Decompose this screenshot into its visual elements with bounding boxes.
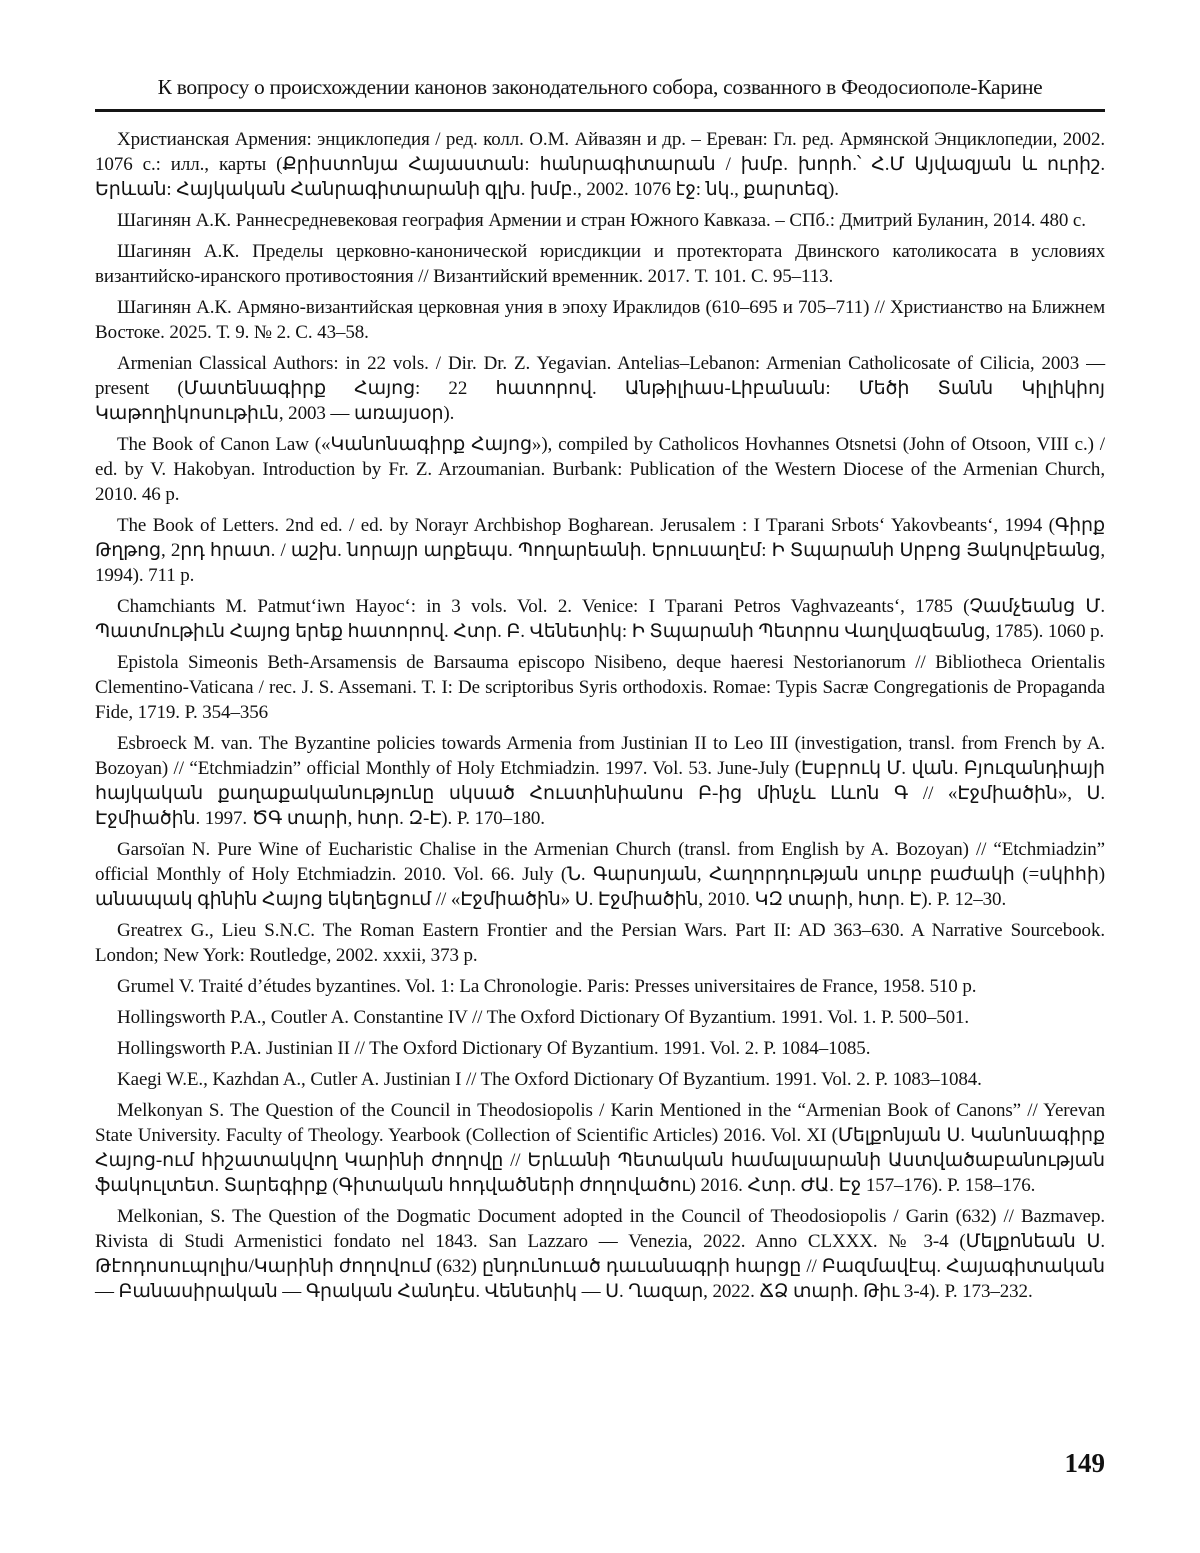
bibliography-list: [95, 127, 1105, 1304]
running-head-title: К вопросу о происхождении канонов законодательного собора, созванного в Феодосиополе-Карине: [157, 75, 1043, 99]
bibliography-entry: Kaegi W.E., Kazhdan A., Cutler A. Justinian I // The Oxford Dictionary Of Byzantium. 1991. Vol. 2. P. 1083–1084.: [117, 1069, 982, 1090]
bibliography-entry: Garsoïan N. Pure Wine of Eucharistic Chalise in the Armenian Church (transl. from English by A. Bozoyan) // “Etchmiadzin” official Monthly of Holy Etchmiadzin. 2010. Vol. 66. July (Ն. Գարսոյան, Հաղորդության սուրբ բաժակի (=սկիհի) անապակ գինին Հայոց եկեղեցում // «Էջմիածին» Ս. Էջմիածին, 2010. ԿԶ տարի, հտր. Է). P. 12–30.: [95, 839, 1105, 910]
bibliography-entry: Grumel V. Traité d’études byzantines. Vol. 1: La Chronologie. Paris: Presses universitaires de France, 1958. 510 p.: [117, 976, 977, 997]
bibliography-entry: Esbroeck M. van. The Byzantine policies towards Armenia from Justinian II to Leo III (investigation, transl. from French by A. Bozoyan) // “Etchmiadzin” official Monthly of Holy Etchmiadzin. 1997. Vol. 53. June-July (Էսբրուկ Մ. վան. Բյուզանդիայի հայկական քաղաքականությունը սկսած Հուստինիանոս Բ-ից մինչև Լևոն Գ // «Էջմիածին», Ս. Էջմիածին. 1997. ԾԳ տարի, հտր. Զ-Է). P. 170–180.: [95, 733, 1105, 829]
bibliography-entry: Шагинян А.К. Раннесредневековая география Армении и стран Южного Кавказа. – СПб.: Дмитрий Буланин, 2014. 480 с.: [117, 210, 1086, 231]
page-header: [95, 74, 1105, 112]
bibliography-entry: Greatrex G., Lieu S.N.C. The Roman Eastern Frontier and the Persian Wars. Part II: AD 363–630. A Narrative Sourcebook. London; New York: Routledge, 2002. xxxii, 373 p.: [95, 920, 1105, 966]
bibliography-entry: Melkonian, S. The Question of the Dogmatic Document adopted in the Council of Theodosiopolis / Garin (632) // Bazmavep. Rivista di Studi Armenistici fondato nel 1843. San Lazzaro — Venezia, 2022. Anno CLXXX. № 3-4 (Մելքոնեան Ս. Թէոդոսուպոլիս/Կարինի ժողովում (632) ընդունուած դաւանագրի հարցը // Բազմավէպ. Հայագիտական — Բանասիրական — Գրական Հանդէս. Վենետիկ — Ս. Ղազար, 2022. ՃՁ տարի. Թիւ 3-4). P. 173–232.: [95, 1206, 1105, 1302]
bibliography-entry: Христианская Армения: энциклопедия / ред. колл. О.М. Айвазян и др. – Ереван: Гл. ред. Армянской Энциклопедии, 2002. 1076 с.: илл., карты (Քրիստոնյա Հայաստան: հանրագիտարան / խմբ. խորհ.՝ Հ.Մ Այվազյան և ուրիշ. Երևան: Հայկական Հանրագիտարանի գլխ. խմբ., 2002. 1076 էջ: նկ., քարտեզ).: [95, 129, 1105, 200]
bibliography-entry: Шагинян А.К. Армяно-византийская церковная уния в эпоху Ираклидов (610–695 и 705–711) // Христианство на Ближнем Востоке. 2025. Т. 9. № 2. С. 43–58.: [95, 297, 1105, 343]
bibliography-entry: Шагинян А.К. Пределы церковно-канонической юрисдикции и протектората Двинского католикосата в условиях византийско-иранского противостояния // Византийский временник. 2017. Т. 101. С. 95–113.: [95, 241, 1105, 287]
page-number: 149: [1064, 1448, 1105, 1478]
bibliography-entry: Hollingsworth P.A., Coutler A. Constantine IV // The Oxford Dictionary Of Byzantium. 1991. Vol. 1. P. 500–501.: [117, 1007, 970, 1028]
bibliography-entry: Chamchiants M. Patmutʻiwn Hayocʻ: in 3 vols. Vol. 2. Venice: I Tparani Petros Vaghvazeantsʻ, 1785 (Չամչեանց Մ. Պատմութիւն Հայոց երեք հատորով. Հտր. Բ. Վենետիկ: Ի Տպարանի Պետրոս Վաղվազեանց, 1785). 1060 p.: [95, 596, 1105, 642]
bibliography-entry: The Book of Canon Law («Կանոնագիրք Հայոց»), compiled by Catholicos Hovhannes Otsnetsi (John of Otsoon, VIII c.) / ed. by V. Hakobyan. Introduction by Fr. Z. Arzoumanian. Burbank: Publication of the Western Diocese of the Armenian Church, 2010. 46 p.: [95, 434, 1105, 505]
bibliography-entry: The Book of Letters. 2nd ed. / ed. by Norayr Archbishop Bogharean. Jerusalem : I Tparani Srbotsʻ Yakovbeantsʻ, 1994 (Գիրք Թղթոց, 2րդ հրատ. / աշխ. նորայր արքեպս. Պողարեանի. Երուսաղէմ: Ի Տպարանի Սրբոց Յակովբեանց, 1994). 711 p.: [95, 515, 1105, 586]
bibliography-entry: Epistola Simeonis Beth-Arsamensis de Barsauma episcopo Nisibeno, deque haeresi Nestorianorum // Bibliotheca Orientalis Clementino-Vaticana / rec. J. S. Assemani. T. I: De scriptoribus Syris orthodoxis. Romae: Typis Sacræ Congregationis de Propaganda Fide, 1719. P. 354–356: [95, 652, 1105, 723]
bibliography-entry: Armenian Classical Authors: in 22 vols. / Dir. Dr. Z. Yegavian. Antelias–Lebanon: Armenian Catholicosate of Cilicia, 2003 — present (Մատենագիրք Հայոց: 22 հատորով. Անթիլիաս-Լիբանան: Մեծի Տանն Կիլիկիոյ Կաթողիկոսութիւն, 2003 — առայսօր).: [95, 353, 1105, 424]
bibliography-entry: Hollingsworth P.A. Justinian II // The Oxford Dictionary Of Byzantium. 1991. Vol. 2. P. 1084–1085.: [117, 1038, 871, 1059]
bibliography-entry: Melkonyan S. The Question of the Council in Theodosiopolis / Karin Mentioned in the “Armenian Book of Canons” // Yerevan State University. Faculty of Theology. Yearbook (Collection of Scientific Articles) 2016. Vol. XI (Մելքոնյան Ս. Կանոնագիրք Հայոց-ում հիշատակվող Կարինի ժողովը // Երևանի Պետական համալսարանի Աստվածաբանության ֆակուլտետ. Տարեգիրք (Գիտական հոդվածների ժողովածու) 2016. Հտր. ԺԱ. Էջ 157–176). P. 158–176.: [95, 1100, 1105, 1196]
header-divider-rule: [95, 109, 1105, 112]
